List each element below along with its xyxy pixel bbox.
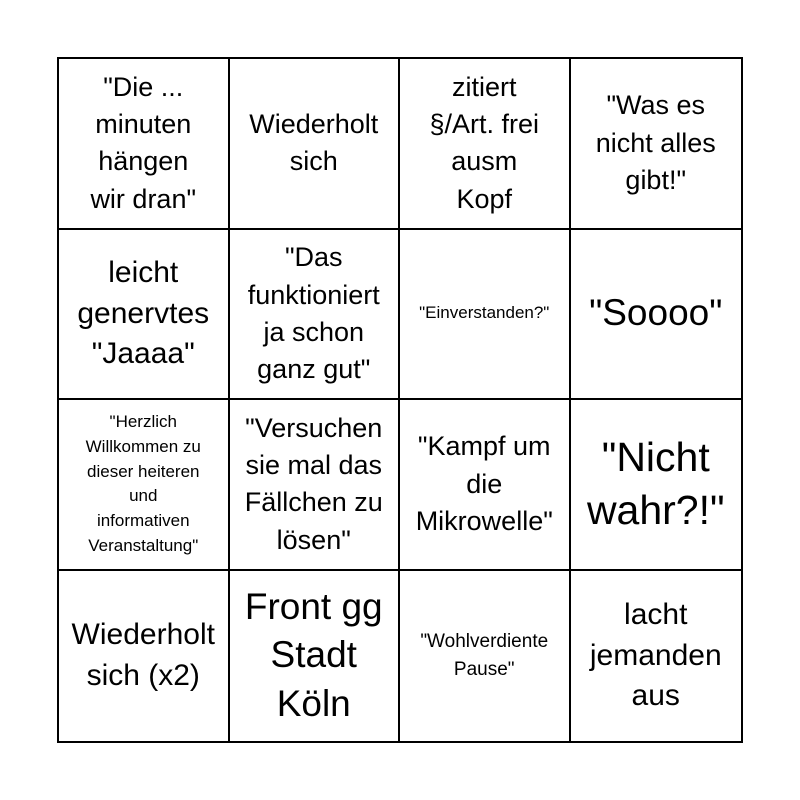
bingo-cell-text: zitiert §/Art. frei ausm Kopf bbox=[429, 71, 540, 214]
bingo-cell-text: "Die ... minuten hängen wir dran" bbox=[90, 71, 197, 214]
bingo-cell-text: "Herzlich Willkommen zu dieser heiteren und informativen Veranstaltung" bbox=[85, 412, 201, 555]
bingo-cell-text: "Wohlverdiente Pause" bbox=[420, 631, 549, 680]
bingo-cell[interactable] bbox=[571, 571, 742, 742]
bingo-cell[interactable] bbox=[59, 59, 230, 230]
bingo-cell[interactable] bbox=[400, 230, 571, 401]
bingo-cell-text: "Was es nicht alles gibt!" bbox=[595, 90, 716, 195]
bingo-cell-text: Wiederholt sich bbox=[249, 109, 379, 177]
bingo-cell-text: "Versuchen sie mal das Fällchen zu lösen" bbox=[244, 412, 383, 555]
bingo-cell[interactable] bbox=[571, 59, 742, 230]
bingo-board bbox=[57, 57, 743, 743]
bingo-cell[interactable] bbox=[230, 400, 401, 571]
bingo-cell-text: leicht genervtes "Jaaaa" bbox=[77, 256, 210, 370]
bingo-cell-text: Wiederholt sich (x2) bbox=[71, 618, 215, 692]
bingo-cell-text: "Nicht wahr?!" bbox=[586, 433, 725, 534]
bingo-cell[interactable] bbox=[59, 571, 230, 742]
bingo-cell[interactable] bbox=[571, 400, 742, 571]
bingo-cell[interactable] bbox=[59, 230, 230, 401]
bingo-cell[interactable] bbox=[400, 571, 571, 742]
bingo-cell[interactable] bbox=[400, 400, 571, 571]
bingo-cell-text: "Das funktioniert ja schon ganz gut" bbox=[247, 242, 380, 384]
bingo-cell-text: "Einverstanden?" bbox=[419, 303, 550, 323]
bingo-cell[interactable] bbox=[230, 59, 401, 230]
bingo-cell-text: Front gg Stadt Köln bbox=[244, 585, 383, 725]
bingo-cell[interactable] bbox=[400, 59, 571, 230]
bingo-cell-text: "Kampf um die Mikrowelle" bbox=[415, 431, 553, 536]
bingo-cell[interactable] bbox=[59, 400, 230, 571]
bingo-cell[interactable] bbox=[571, 230, 742, 401]
bingo-cell[interactable] bbox=[230, 571, 401, 742]
bingo-cell-text: "Soooo" bbox=[589, 292, 723, 334]
bingo-cell-text: lacht jemanden aus bbox=[589, 598, 722, 712]
bingo-cell[interactable] bbox=[230, 230, 401, 401]
